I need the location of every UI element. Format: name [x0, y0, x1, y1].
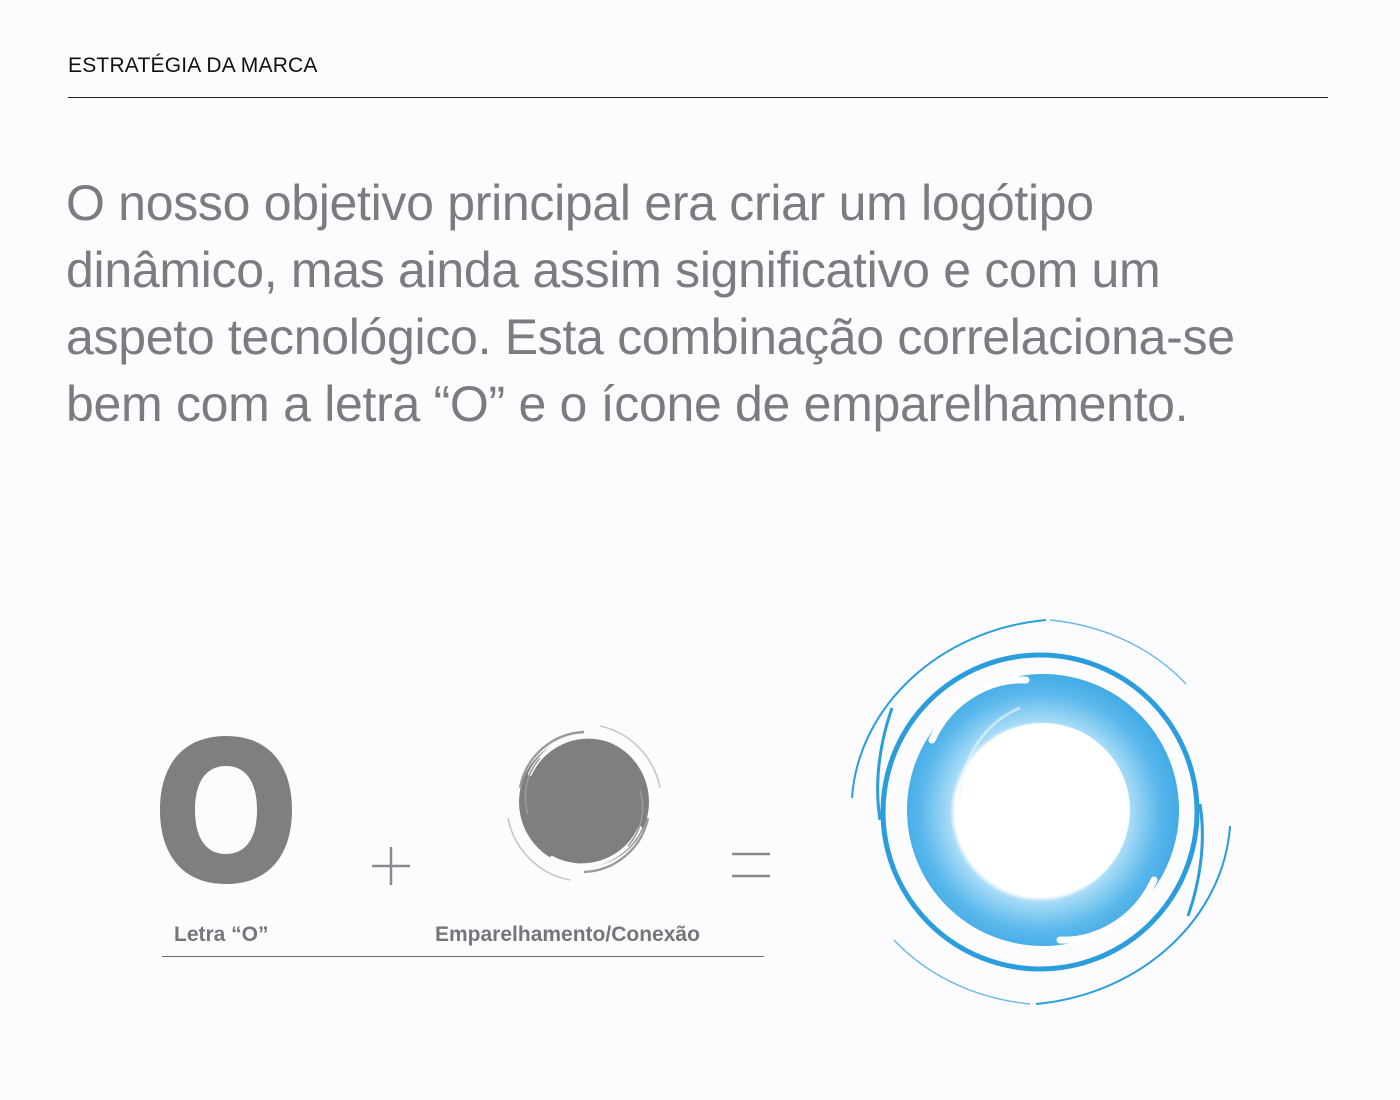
- plus-icon: [370, 845, 412, 887]
- intro-paragraph: O nosso objetivo principal era criar um logótipo dinâmico, mas ainda assim significativo e com um aspeto tecnológico. Esta combinação correlaciona-se bem com a letra “O” e o ícone de emparelhamento.: [66, 175, 1235, 432]
- caption-divider: [162, 956, 764, 957]
- section-label: ESTRATÉGIA DA MARCA: [68, 54, 318, 77]
- pairing-swirl-icon: [500, 718, 670, 888]
- header-divider: [68, 97, 1328, 98]
- equals-icon: [730, 850, 772, 880]
- letter-o-caption: Letra “O”: [174, 923, 269, 946]
- letter-o-glyph: [158, 736, 294, 884]
- pairing-caption: Emparelhamento/Conexão: [435, 923, 700, 946]
- blue-swirl-logo-icon: [840, 612, 1240, 1012]
